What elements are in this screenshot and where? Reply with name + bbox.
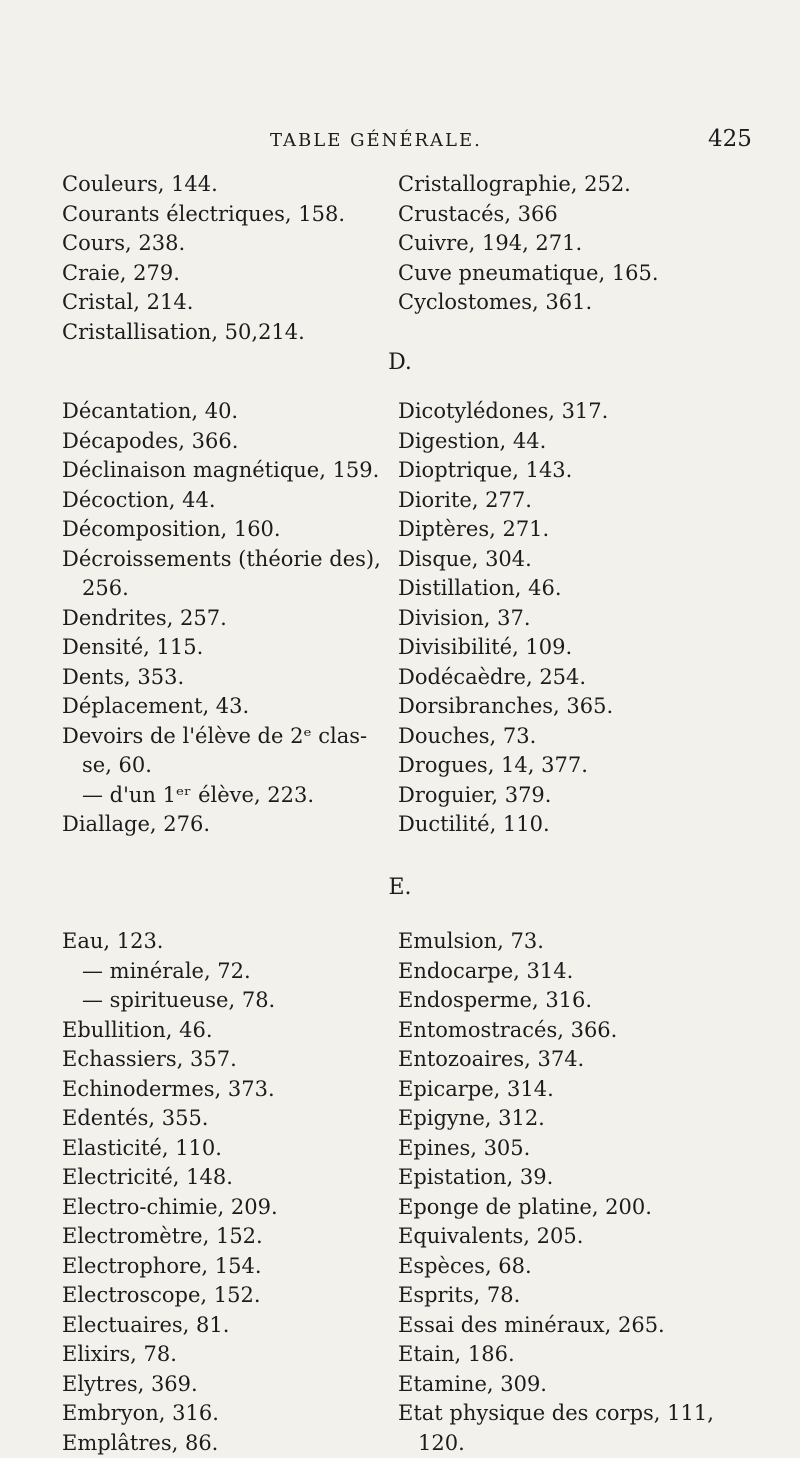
- index-subentry: — spiritueuse, 78.: [62, 986, 382, 1016]
- index-entry: Endocarpe, 314.: [398, 957, 768, 987]
- index-entry: Décantation, 40.: [62, 397, 382, 427]
- index-entry: Epines, 305.: [398, 1134, 768, 1164]
- index-entry: Drogues, 14, 377.: [398, 751, 768, 781]
- index-entry: Décroissements (théorie des),: [62, 545, 382, 575]
- index-entry: Dicotylédones, 317.: [398, 397, 768, 427]
- index-entry-continuation: se, 60.: [62, 751, 382, 781]
- section-letter-e: E.: [0, 875, 800, 900]
- index-entry: Epistation, 39.: [398, 1163, 768, 1193]
- right-column: [398, 170, 768, 318]
- index-entry: Endosperme, 316.: [398, 986, 768, 1016]
- index-entry: Décomposition, 160.: [62, 515, 382, 545]
- left-column: [62, 397, 382, 840]
- index-entry: Ductilité, 110.: [398, 810, 768, 840]
- index-entry: Entomostracés, 366.: [398, 1016, 768, 1046]
- right-column: [398, 927, 768, 1458]
- index-entry: Cristal, 214.: [62, 288, 382, 318]
- page-header: [0, 130, 800, 160]
- index-entry: Déplacement, 43.: [62, 692, 382, 722]
- index-entry: Diorite, 277.: [398, 486, 768, 516]
- right-column: [398, 397, 768, 840]
- index-entry: Emplâtres, 86.: [62, 1429, 382, 1458]
- index-entry: Devoirs de l'élève de 2ᵉ clas-: [62, 722, 382, 752]
- index-entry: Cuivre, 194, 271.: [398, 229, 768, 259]
- index-entry: Dodécaèdre, 254.: [398, 663, 768, 693]
- running-title: TABLE GÉNÉRALE.: [270, 130, 482, 151]
- index-entry: Electricité, 148.: [62, 1163, 382, 1193]
- index-entry: Décapodes, 366.: [62, 427, 382, 457]
- index-entry: Cristallographie, 252.: [398, 170, 768, 200]
- index-entry: Emulsion, 73.: [398, 927, 768, 957]
- index-entry: Elixirs, 78.: [62, 1340, 382, 1370]
- index-entry: Dendrites, 257.: [62, 604, 382, 634]
- index-entry: Cyclostomes, 361.: [398, 288, 768, 318]
- index-entry: Essai des minéraux, 265.: [398, 1311, 768, 1341]
- index-entry: Craie, 279.: [62, 259, 382, 289]
- index-entry: Division, 37.: [398, 604, 768, 634]
- index-entry: Crustacés, 366: [398, 200, 768, 230]
- index-entry: Epigyne, 312.: [398, 1104, 768, 1134]
- page-number: 425: [708, 126, 752, 152]
- index-entry: Epicarpe, 314.: [398, 1075, 768, 1105]
- index-entry: Electro-chimie, 209.: [62, 1193, 382, 1223]
- index-entry: Cours, 238.: [62, 229, 382, 259]
- index-entry-continuation: 256.: [62, 574, 382, 604]
- index-entry: Droguier, 379.: [398, 781, 768, 811]
- index-entry: Dioptrique, 143.: [398, 456, 768, 486]
- index-entry: Entozoaires, 374.: [398, 1045, 768, 1075]
- section-letter-d: D.: [0, 350, 800, 375]
- index-entry: Etain, 186.: [398, 1340, 768, 1370]
- index-entry: Edentés, 355.: [62, 1104, 382, 1134]
- index-subentry: — minérale, 72.: [62, 957, 382, 987]
- index-entry: Echinodermes, 373.: [62, 1075, 382, 1105]
- index-entry: Diallage, 276.: [62, 810, 382, 840]
- index-entry: Embryon, 316.: [62, 1399, 382, 1429]
- index-entry: Courants électriques, 158.: [62, 200, 382, 230]
- index-entry: Esprits, 78.: [398, 1281, 768, 1311]
- index-entry: Etamine, 309.: [398, 1370, 768, 1400]
- index-entry: Décoction, 44.: [62, 486, 382, 516]
- index-entry: Digestion, 44.: [398, 427, 768, 457]
- index-subentry: — d'un 1ᵉʳ élève, 223.: [62, 781, 382, 811]
- index-entry: Disque, 304.: [398, 545, 768, 575]
- index-entry: Elasticité, 110.: [62, 1134, 382, 1164]
- index-entry: Cristallisation, 50,214.: [62, 318, 382, 348]
- index-entry: Dents, 353.: [62, 663, 382, 693]
- index-entry: Déclinaison magnétique, 159.: [62, 456, 382, 486]
- left-column: [62, 170, 382, 347]
- index-entry: Ebullition, 46.: [62, 1016, 382, 1046]
- index-entry: Etat physique des corps, 111,: [398, 1399, 768, 1429]
- index-entry: Electroscope, 152.: [62, 1281, 382, 1311]
- index-entry: Douches, 73.: [398, 722, 768, 752]
- left-column: [62, 927, 382, 1458]
- index-entry: Electrophore, 154.: [62, 1252, 382, 1282]
- index-entry: Divisibilité, 109.: [398, 633, 768, 663]
- index-entry: Eponge de platine, 200.: [398, 1193, 768, 1223]
- index-entry: Elytres, 369.: [62, 1370, 382, 1400]
- index-entry: Electromètre, 152.: [62, 1222, 382, 1252]
- index-entry: Espèces, 68.: [398, 1252, 768, 1282]
- index-entry: Electuaires, 81.: [62, 1311, 382, 1341]
- index-entry: Equivalents, 205.: [398, 1222, 768, 1252]
- index-entry-continuation: 120.: [398, 1429, 768, 1458]
- index-entry: Couleurs, 144.: [62, 170, 382, 200]
- index-entry: Echassiers, 357.: [62, 1045, 382, 1075]
- index-entry: Diptères, 271.: [398, 515, 768, 545]
- index-entry: Distillation, 46.: [398, 574, 768, 604]
- index-entry: Cuve pneumatique, 165.: [398, 259, 768, 289]
- index-entry: Dorsibranches, 365.: [398, 692, 768, 722]
- index-entry: Densité, 115.: [62, 633, 382, 663]
- index-entry: Eau, 123.: [62, 927, 382, 957]
